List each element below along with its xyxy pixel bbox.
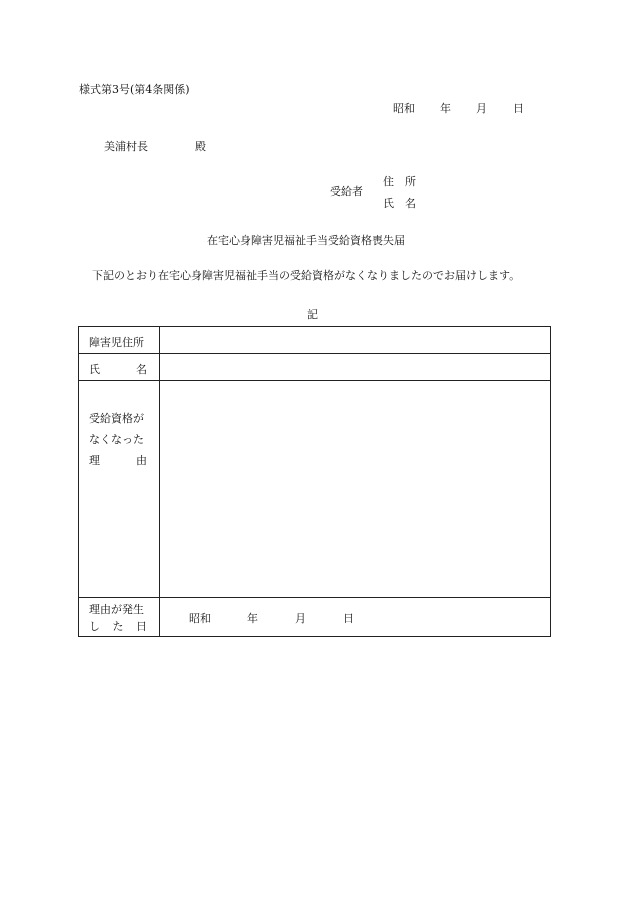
header-date-year: 年 (440, 102, 451, 115)
occurrence-date-era: 昭和 (189, 612, 211, 625)
reason-field[interactable] (160, 381, 550, 597)
form-number: 様式第3号(第4条関係) (79, 83, 190, 96)
child-address-label: 障害児住所 (89, 336, 144, 349)
reason-label-line3-a: 理 (89, 454, 100, 467)
occurrence-date-field[interactable] (160, 598, 550, 636)
addressee-honorific: 殿 (195, 140, 206, 153)
occurrence-date-label-line2-a: し (89, 620, 100, 633)
header-date-day: 日 (513, 102, 524, 115)
occurrence-date-label-line2-b: た (112, 620, 124, 633)
header-date-month: 月 (476, 102, 487, 115)
occurrence-date-label-line2-c: 日 (136, 620, 147, 633)
occurrence-date-month: 月 (295, 612, 306, 625)
label-cell-occurrence-date (79, 598, 160, 636)
child-address-field[interactable] (160, 327, 550, 353)
child-name-field[interactable] (160, 354, 550, 380)
occurrence-date-year: 年 (247, 612, 258, 625)
row-child-name (79, 354, 550, 381)
row-reason (79, 381, 550, 598)
recipient-label: 受給者 (330, 185, 363, 198)
child-name-label-part2: 名 (136, 363, 147, 376)
reason-label-line3-b: 由 (136, 454, 147, 467)
child-name-label (89, 361, 147, 377)
recipient-address-label: 住 所 (383, 175, 416, 188)
reason-label-line3 (89, 452, 147, 468)
row-occurrence-date (79, 598, 550, 636)
occurrence-date-label-line2 (89, 618, 147, 634)
ki-mark: 記 (307, 308, 318, 321)
body-text: 下記のとおり在宅心身障害児福祉手当の受給資格がなくなりましたのでお届けします。 (92, 269, 521, 282)
form-table (78, 326, 551, 637)
reason-label-line2: なくなった (89, 433, 144, 446)
row-child-address (79, 327, 550, 354)
recipient-name-label: 氏 名 (383, 197, 416, 210)
child-name-label-part1: 氏 (89, 363, 100, 376)
addressee-name: 美浦村長 (104, 140, 148, 153)
label-cell-child-name (79, 354, 160, 380)
occurrence-date-label-line1: 理由が発生 (89, 603, 144, 616)
label-cell-reason (79, 381, 160, 597)
document-title: 在宅心身障害児福祉手当受給資格喪失届 (207, 234, 405, 247)
header-date-era: 昭和 (393, 102, 415, 115)
label-cell-child-address (79, 327, 160, 353)
occurrence-date-day: 日 (343, 612, 354, 625)
reason-label-line1: 受給資格が (89, 412, 144, 425)
